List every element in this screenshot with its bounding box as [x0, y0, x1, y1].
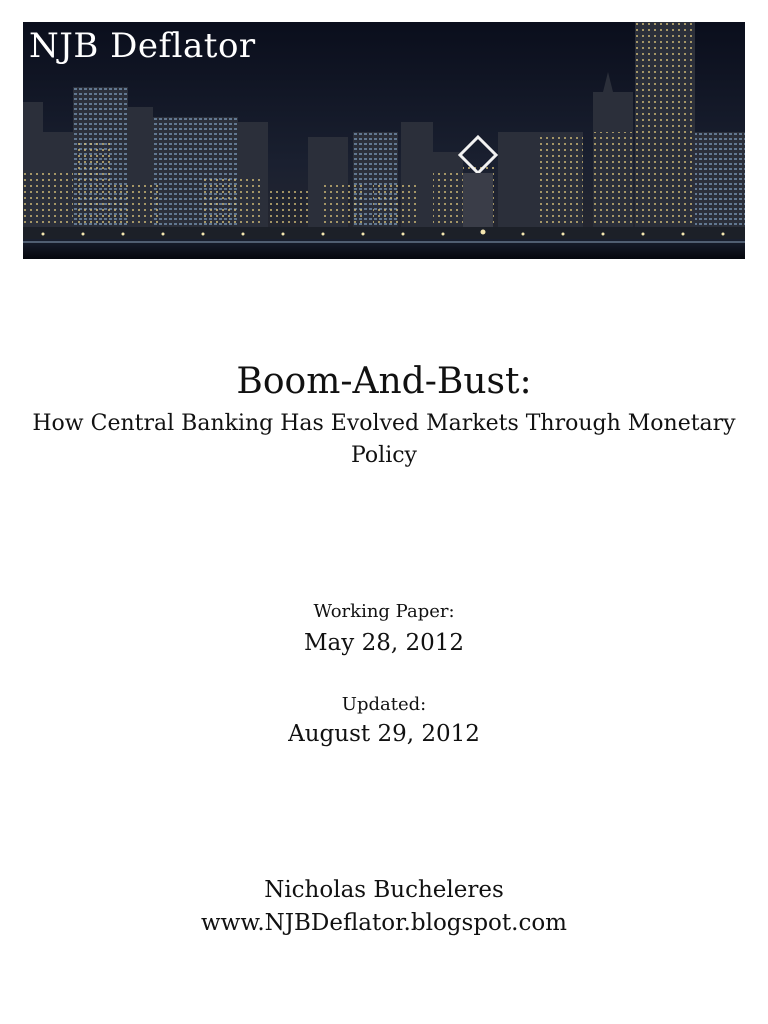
header-banner	[23, 22, 745, 259]
working-paper-date: May 28, 2012	[304, 630, 464, 656]
updated-date: August 29, 2012	[288, 721, 480, 747]
document-title: Boom-And-Bust:	[236, 361, 532, 402]
document-subtitle: How Central Banking Has Evolved Markets Through Monetary Policy	[32, 411, 736, 468]
banner-brand: NJB Deflator	[29, 26, 256, 66]
author-website: www.NJBDeflator.blogspot.com	[201, 910, 567, 936]
working-paper-label: Working Paper:	[313, 601, 455, 622]
author-name: Nicholas Bucheleres	[264, 877, 504, 903]
updated-label: Updated:	[341, 694, 427, 715]
